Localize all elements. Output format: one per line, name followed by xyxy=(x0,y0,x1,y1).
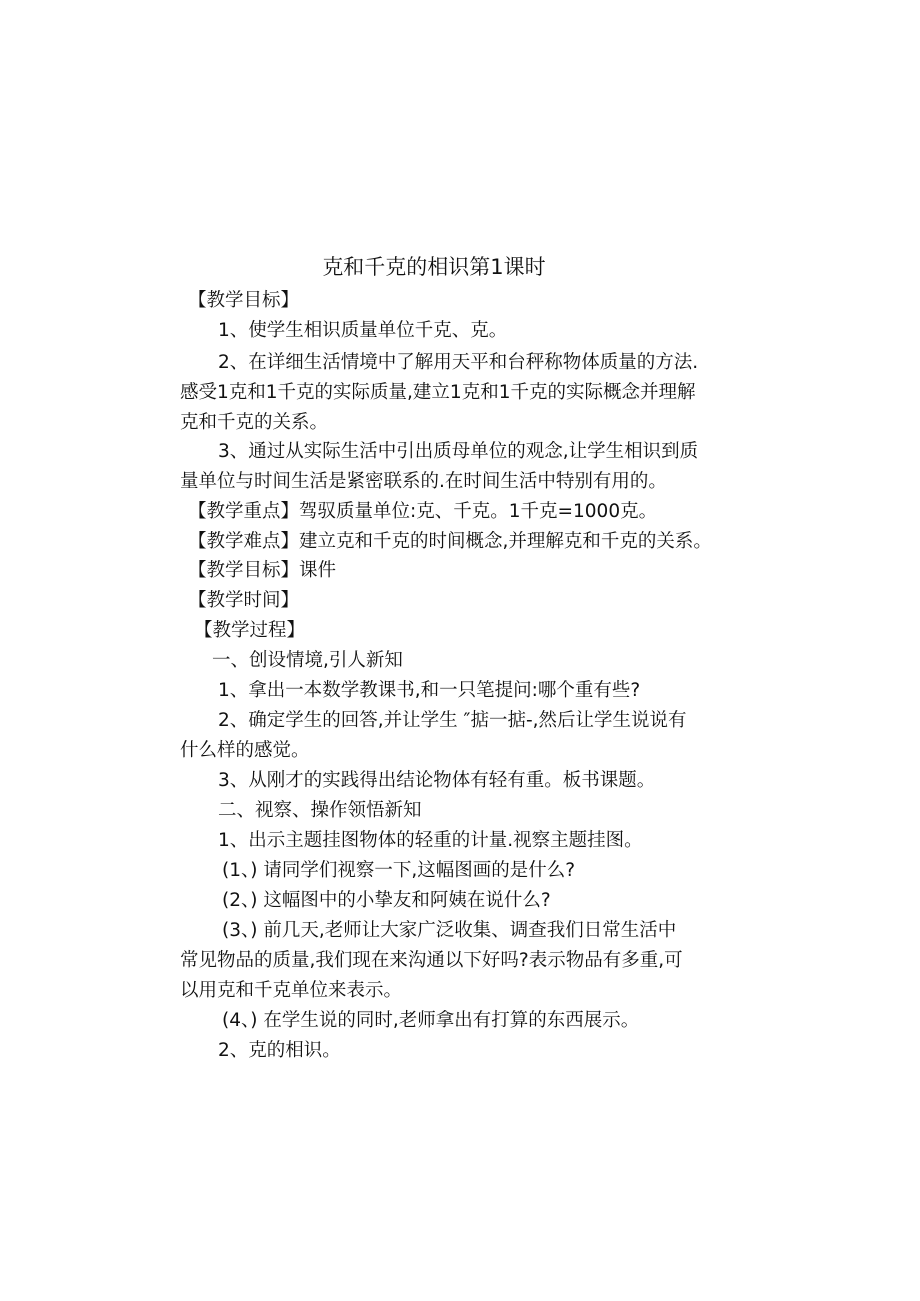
paragraph-line: 以用克和千克单位来表示。 xyxy=(180,980,403,1001)
paragraph-line: 3、通过从实际生活中引出质母单位的观念,让学生相识到质 xyxy=(218,441,699,462)
paragraph-line: 2、在详细生活情境中了解用天平和台秤称物体质量的方法. xyxy=(218,352,699,373)
section-heading-difficulties: 【教学难点】建立克和千克的时间概念,并理解克和千克的关系。 xyxy=(188,531,712,552)
section-heading-materials: 【教学目标】课件 xyxy=(188,560,337,581)
subsection-heading: 二、视察、操作领悟新知 xyxy=(218,800,422,821)
subsection-heading: 一、创设情境,引人新知 xyxy=(212,650,403,671)
paragraph-line: 感受1克和1千克的实际质量,建立1克和1千克的实际概念并理解 xyxy=(180,382,696,403)
paragraph-line: 2、克的相识。 xyxy=(218,1040,341,1061)
paragraph-line: 1、出示主题挂图物体的轻重的计量.视察主题挂图。 xyxy=(218,830,643,851)
section-heading-key-points: 【教学重点】驾驭质量单位:克、千克。1千克=1000克。 xyxy=(188,501,658,522)
paragraph-line: (4、) 在学生说的同时,老师拿出有打算的东西展示。 xyxy=(222,1010,640,1031)
paragraph-line: 什么样的感觉。 xyxy=(180,740,310,761)
section-heading-process: 【教学过程】 xyxy=(194,620,306,641)
paragraph-line: (1、) 请同学们视察一下,这幅图画的是什么? xyxy=(222,860,576,881)
paragraph-line: 1、使学生相识质量单位千克、克。 xyxy=(218,320,508,341)
paragraph-line: (3、) 前几天,老师让大家广泛收集、调查我们日常生活中 xyxy=(222,920,677,941)
paragraph-line: 常见物品的质量,我们现在来沟通以下好吗?表示物品有多重,可 xyxy=(180,950,683,971)
paragraph-line: 3、从刚才的实践得出结论物体有轻有重。板书课题。 xyxy=(218,770,656,791)
paragraph-line: 克和千克的关系。 xyxy=(180,412,329,433)
paragraph-line: (2、) 这幅图中的小挚友和阿姨在说什么? xyxy=(222,890,551,911)
paragraph-line: 量单位与时间生活是紧密联系的.在时间生活中特别有用的。 xyxy=(180,471,667,492)
paragraph-line: 1、拿出一本数学教课书,和一只笔提问:哪个重有些? xyxy=(218,680,641,701)
paragraph-line: 2、确定学生的回答,并让学生 ″掂一掂-,然后让学生说说有 xyxy=(218,710,687,731)
section-heading-objectives: 【教学目标】 xyxy=(188,290,300,311)
document-title: 克和千克的相识第1课时 xyxy=(322,255,546,279)
section-heading-time: 【教学时间】 xyxy=(188,590,300,611)
